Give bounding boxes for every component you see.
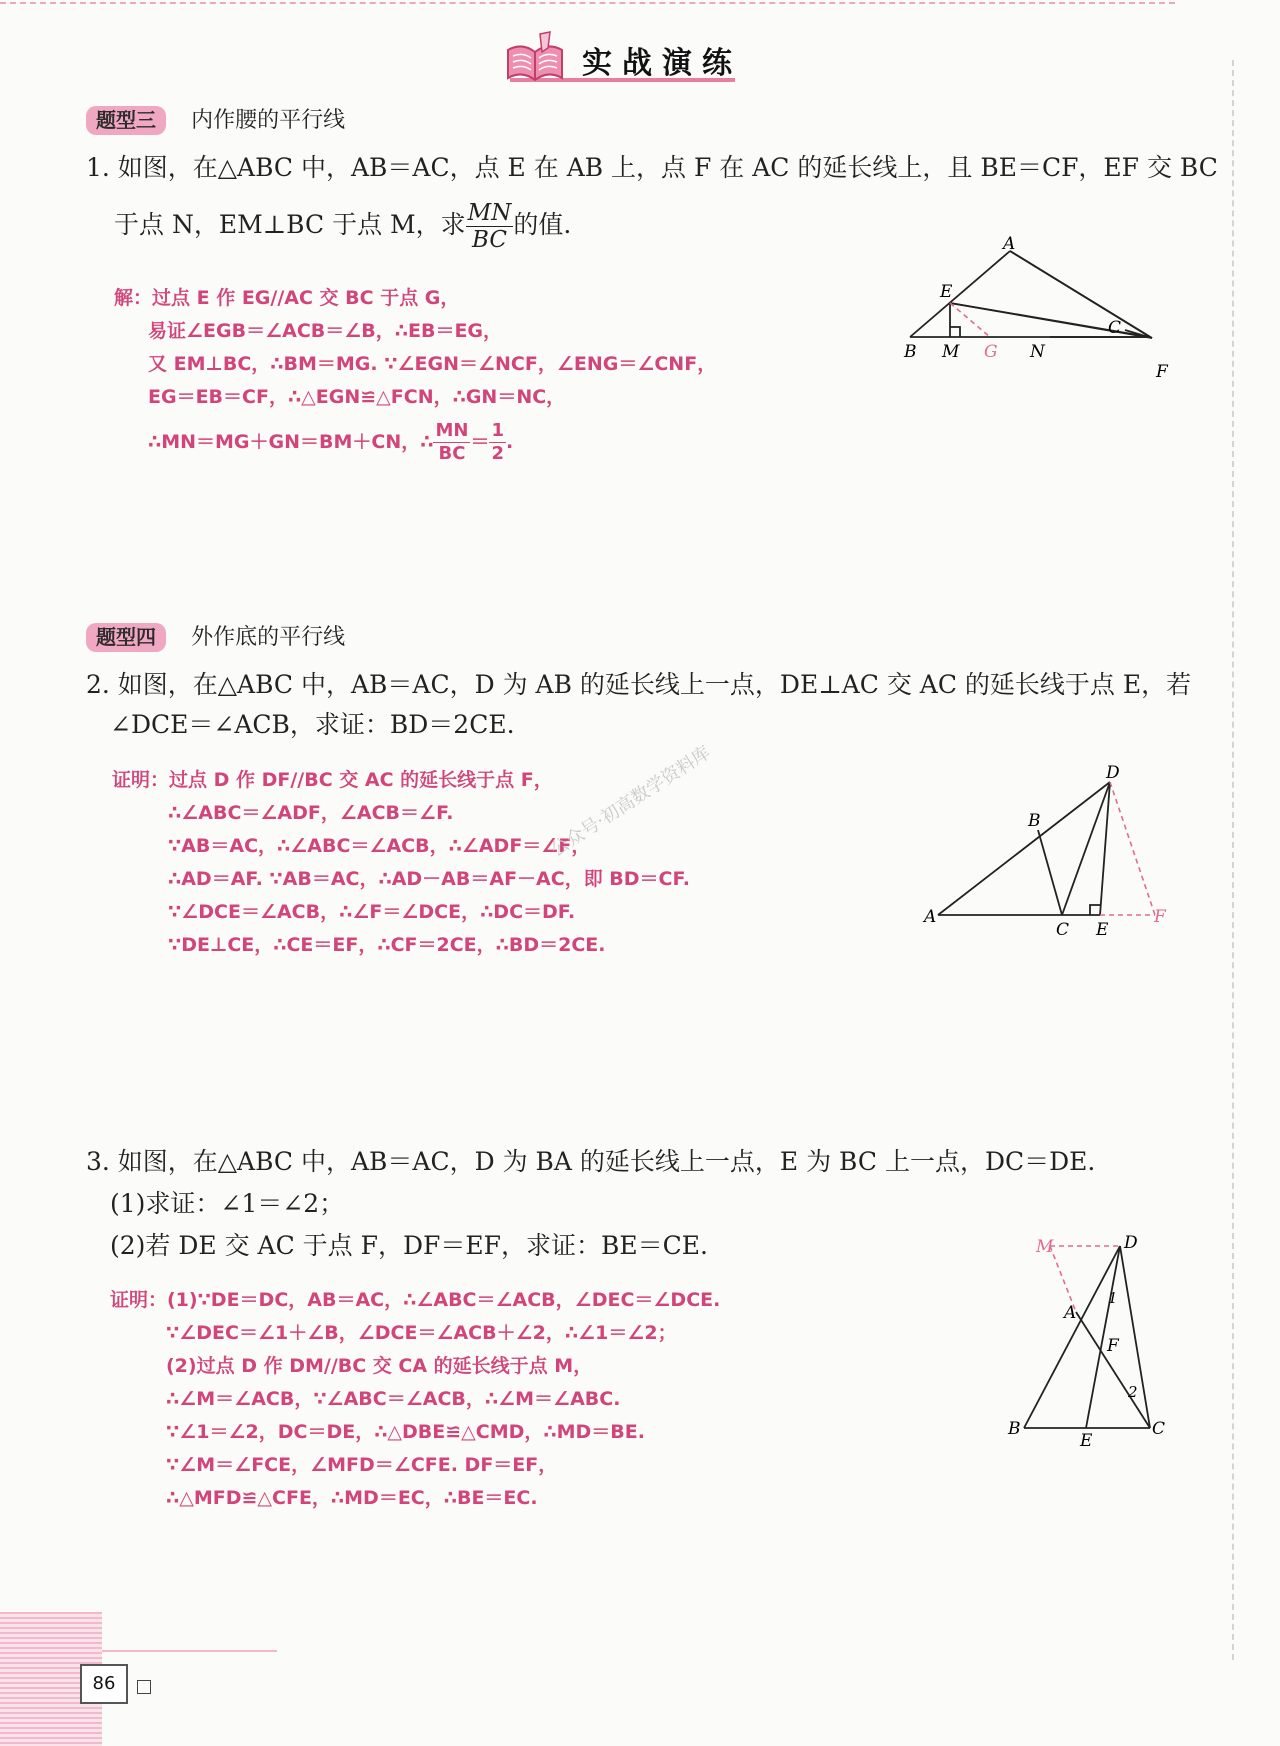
section-title: 内作腰的平行线 [191,108,346,133]
label-F: F [1156,362,1168,382]
period: . [506,431,514,453]
solution-line: (2)过点 D 作 DM//BC 交 CA 的延长线于点 M， [166,1355,593,1377]
label-D: D [1106,763,1120,783]
label-C: C [1056,920,1070,940]
solution-text: ∴MN＝MG＋GN＝BM＋CN，∴ [148,431,434,453]
label-B: B [1028,811,1041,831]
solution-line: ∵AB＝AC，∴∠ABC＝∠ACB，∴∠ADF＝∠F， [168,835,591,857]
solution-line: 证明：(1)∵DE＝DC，AB＝AC，∴∠ABC＝∠ACB，∠DEC＝∠DCE. [110,1289,721,1311]
fraction-denominator: BC [472,227,507,253]
solution-fraction-mn-bc [433,420,470,465]
problem-1-line-2-pre: 于点 N，EM⊥BC 于点 M，求 [114,210,466,239]
label-F: F [1154,907,1166,927]
solution-line: 易证∠EGB＝∠ACB＝∠B，∴EB＝EG， [148,320,503,342]
label-C: C [1152,1419,1166,1439]
label-M: M [942,342,960,362]
right-dashed-border [1232,60,1234,1660]
fraction-numerator: MN [467,200,512,226]
figure-1-triangle [890,235,1180,385]
fraction-denominator: BC [438,443,466,464]
label-M: M [1036,1237,1054,1257]
problem-1-line-2 [114,200,571,253]
label-D: D [1124,1233,1138,1253]
fraction-mn-bc [466,200,514,253]
label-E: E [940,282,953,302]
label-G: G [984,342,998,362]
solution-line: 证明：过点 D 作 DF//BC 交 AC 的延长线于点 F， [112,769,553,791]
label-A: A [924,907,937,927]
solution-line: 又 EM⊥BC，∴BM＝MG. ∵∠EGN＝∠NCF，∠ENG＝∠CNF， [148,353,717,375]
label-C: C [1108,318,1122,338]
problem-1-line-1: 1. 如图，在△ABC 中，AB＝AC，点 E 在 AB 上，点 F 在 AC 的延长线上，且 BE＝CF，EF 交 BC [86,153,1218,182]
solution-line: 解：过点 E 作 EG//AC 交 BC 于点 G， [114,287,460,309]
solution-line: ∴AD＝AF. ∵AB＝AC，∴AD－AB＝AF－AC，即 BD＝CF. [168,868,690,890]
fraction-numerator: MN [435,420,469,441]
solution-3 [110,1284,720,1515]
solution-2 [112,764,690,962]
small-square-icon [137,1680,151,1694]
label-E: E [1080,1431,1093,1450]
solution-line: ∵∠DEC＝∠1＋∠B，∠DCE＝∠ACB＋∠2，∴∠1＝∠2； [166,1322,677,1344]
problem-2-line-1: 2. 如图，在△ABC 中，AB＝AC，D 为 AB 的延长线上一点，DE⊥AC 交 AC 的延长线于点 E，若 [86,670,1192,699]
section-3-header [86,103,345,134]
book-pencil-icon [504,30,566,84]
label-B: B [1008,1419,1021,1439]
label-F: F [1107,1336,1119,1356]
label-A: A [1003,235,1016,254]
section-badge: 题型三 [86,106,166,135]
label-A: A [1064,1303,1077,1323]
solution-line: ∴∠M＝∠ACB，∵∠ABC＝∠ACB，∴∠M＝∠ABC. [166,1388,621,1410]
solution-line-final [114,420,716,465]
page-number: 86 [80,1664,128,1704]
top-dashed-border [0,2,1175,4]
label-angle-2: 2 [1128,1383,1138,1401]
label-N: N [1030,342,1045,362]
problem-2-line-2: ∠DCE＝∠ACB，求证：BD＝2CE. [110,710,515,739]
solution-line: EG＝EB＝CF，∴△EGN≌△FCN，∴GN＝NC， [148,386,566,408]
label-E: E [1096,920,1109,940]
label-B: B [904,342,917,362]
problem-1-line-2-post: 的值. [513,210,572,239]
solution-line: ∵∠1＝∠2，DC＝DE，∴△DBE≌△CMD，∴MD＝BE. [166,1421,645,1443]
fraction-denominator: 2 [491,443,505,464]
fraction-numerator: 1 [491,420,505,441]
problem-3-line-3: (2)若 DE 交 AC 于点 F，DF＝EF，求证：BE＝CE. [110,1231,708,1260]
solution-line: ∵DE⊥CE，∴CE＝EF，∴CF＝2CE，∴BD＝2CE. [168,934,606,956]
footer-line [102,1650,277,1652]
section-title: 外作底的平行线 [191,625,346,650]
solution-line: ∴∠ABC＝∠ADF，∠ACB＝∠F. [168,802,454,824]
section-4-header [86,620,345,651]
page-header-title: 实战演练 [582,46,742,81]
solution-line: ∵∠M＝∠FCE，∠MFD＝∠CFE. DF＝EF， [166,1454,558,1476]
watermark-text: 公众号·初高数学资料库 [547,742,715,861]
solution-1 [114,282,716,465]
solution-fraction-half [489,420,506,465]
problem-3-line-1: 3. 如图，在△ABC 中，AB＝AC，D 为 BA 的延长线上一点，E 为 BC 上一点，DC＝DE. [86,1147,1096,1176]
figure-2-triangle [920,760,1180,960]
equals-sign: ＝ [470,431,490,453]
solution-line: ∴△MFD≌△CFE，∴MD＝EC，∴BE＝EC. [166,1487,538,1509]
problem-3-line-2: (1)求证：∠1＝∠2； [110,1189,345,1218]
solution-line: ∵∠DCE＝∠ACB，∴∠F＝∠DCE，∴DC＝DF. [168,901,576,923]
section-badge: 题型四 [86,623,166,652]
label-angle-1: 1 [1108,1289,1118,1307]
figure-3-triangle [1000,1230,1180,1450]
